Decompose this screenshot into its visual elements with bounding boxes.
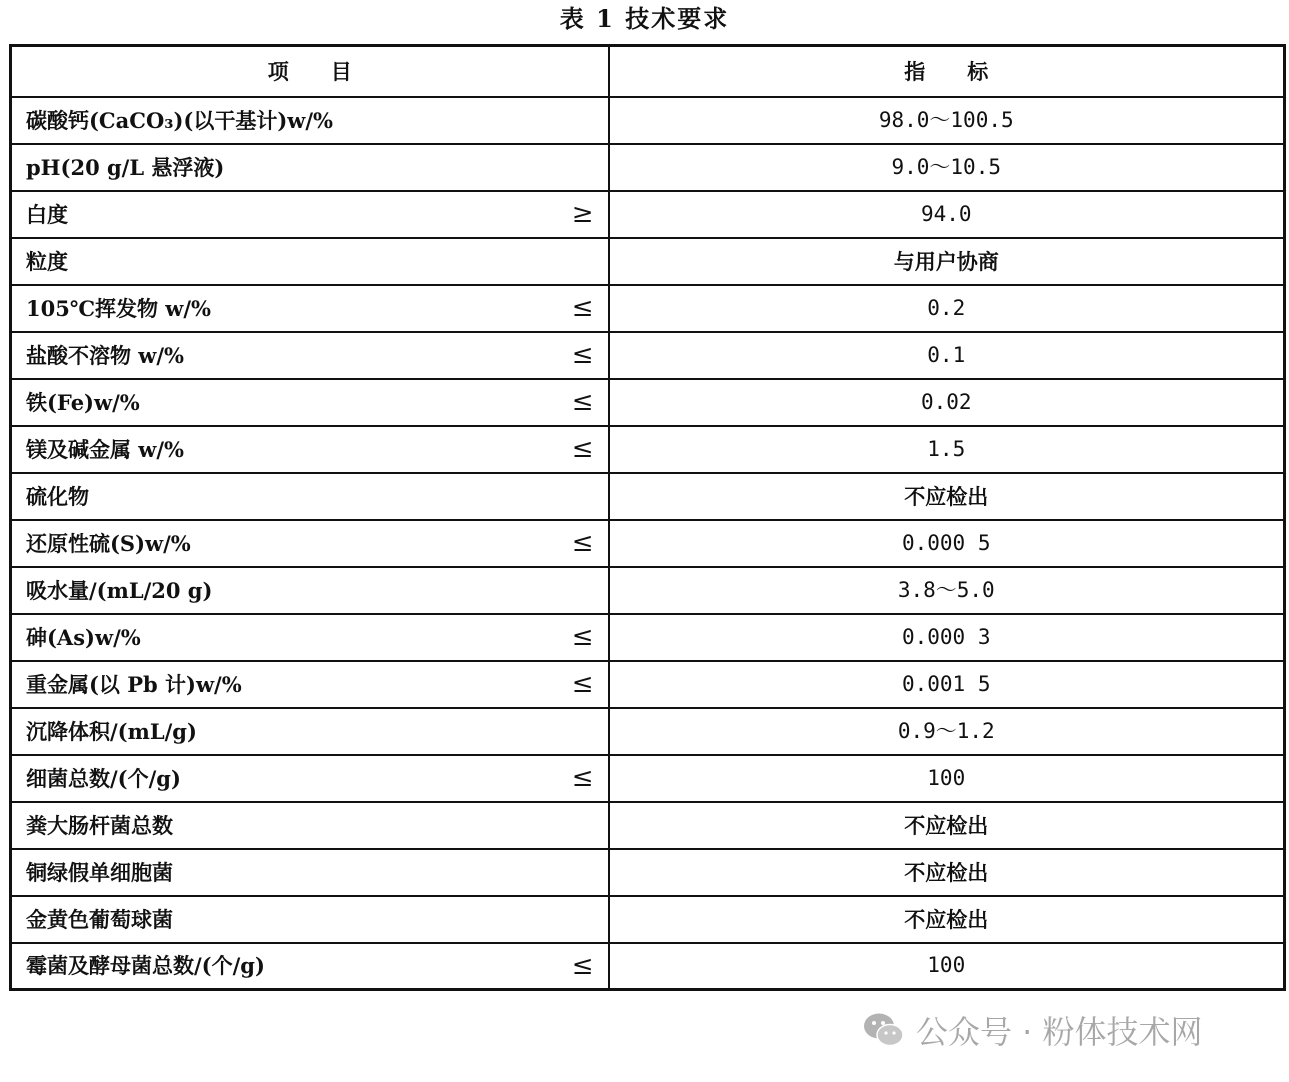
table-row (11, 943, 1285, 990)
table-row (11, 567, 1285, 614)
spec-value-cell: 94.0 (609, 191, 1285, 238)
watermark-text: 公众号 · 粉体技术网 (916, 1013, 1203, 1051)
comparison-symbol: ≤ (571, 763, 594, 793)
item-cell (11, 802, 609, 849)
spec-value-cell: 与用户协商 (609, 238, 1285, 285)
spec-value-cell: 不应检出 (609, 849, 1285, 896)
table-caption: 表 1 技术要求 (559, 4, 730, 33)
item-label: 霉菌及酵母菌总数/(个/g) (26, 953, 265, 979)
table-row (11, 285, 1285, 332)
item-label: 粒度 (26, 248, 68, 274)
item-label: 盐酸不溶物 w/% (26, 342, 185, 368)
table-row (11, 191, 1285, 238)
item-cell (11, 661, 609, 708)
header-spec: 指 标 (609, 46, 1285, 97)
item-cell (11, 708, 609, 755)
comparison-symbol: ≤ (571, 528, 594, 558)
item-cell (11, 520, 609, 567)
item-cell (11, 849, 609, 896)
table-row (11, 755, 1285, 802)
comparison-symbol: ≤ (571, 387, 594, 417)
technical-requirements-table (9, 44, 1286, 991)
item-label: 镁及碱金属 w/% (26, 436, 185, 462)
item-cell (11, 567, 609, 614)
item-cell (11, 285, 609, 332)
table-row (11, 332, 1285, 379)
table-row (11, 614, 1285, 661)
table-row (11, 379, 1285, 426)
item-cell (11, 144, 609, 191)
item-label: 沉降体积/(mL/g) (26, 718, 197, 744)
item-label: 白度 (26, 201, 68, 227)
item-label: 碳酸钙(CaCO₃)(以干基计)w/% (26, 107, 333, 133)
spec-value-cell: 0.001 5 (609, 661, 1285, 708)
table-row (11, 849, 1285, 896)
item-cell (11, 896, 609, 943)
comparison-symbol: ≥ (571, 199, 594, 229)
item-cell (11, 426, 609, 473)
table-row (11, 520, 1285, 567)
spec-value-cell: 100 (609, 943, 1285, 990)
table-row (11, 97, 1285, 144)
item-label: 105℃挥发物 w/% (26, 295, 212, 321)
header-item: 项 目 (11, 46, 609, 97)
spec-value-cell: 100 (609, 755, 1285, 802)
comparison-symbol: ≤ (571, 622, 594, 652)
spec-value-cell: 不应检出 (609, 473, 1285, 520)
spec-value-cell: 不应检出 (609, 896, 1285, 943)
item-label: pH(20 g/L 悬浮液) (26, 154, 225, 180)
watermark (862, 1004, 1203, 1056)
spec-value-cell: 3.8～5.0 (609, 567, 1285, 614)
comparison-symbol: ≤ (571, 434, 594, 464)
table-header-row (11, 46, 1285, 97)
comparison-symbol: ≤ (571, 340, 594, 370)
item-label: 砷(As)w/% (26, 624, 141, 650)
item-cell (11, 191, 609, 238)
table-row (11, 238, 1285, 285)
item-cell (11, 238, 609, 285)
table-row (11, 473, 1285, 520)
spec-value-cell: 0.000 5 (609, 520, 1285, 567)
item-cell (11, 755, 609, 802)
table-row (11, 426, 1285, 473)
item-cell (11, 97, 609, 144)
table-row (11, 896, 1285, 943)
table-row (11, 802, 1285, 849)
table-row (11, 708, 1285, 755)
spec-value-cell: 不应检出 (609, 802, 1285, 849)
item-cell (11, 332, 609, 379)
table-row (11, 144, 1285, 191)
spec-value-cell: 98.0～100.5 (609, 97, 1285, 144)
item-label: 重金属(以 Pb 计)w/% (26, 671, 242, 697)
item-label: 粪大肠杆菌总数 (26, 812, 173, 838)
spec-value-cell: 0.02 (609, 379, 1285, 426)
item-label: 铜绿假单细胞菌 (26, 859, 173, 885)
item-label: 金黄色葡萄球菌 (26, 906, 173, 932)
spec-value-cell: 0.2 (609, 285, 1285, 332)
spec-value-cell: 9.0～10.5 (609, 144, 1285, 191)
item-label: 铁(Fe)w/% (26, 389, 140, 415)
comparison-symbol: ≤ (571, 293, 594, 323)
spec-value-cell: 0.000 3 (609, 614, 1285, 661)
item-label: 吸水量/(mL/20 g) (26, 577, 213, 603)
item-cell (11, 379, 609, 426)
item-label: 还原性硫(S)w/% (26, 530, 191, 556)
item-cell (11, 473, 609, 520)
item-label: 细菌总数/(个/g) (26, 765, 181, 791)
item-cell (11, 614, 609, 661)
item-label: 硫化物 (26, 483, 89, 509)
wechat-icon (862, 1010, 906, 1050)
spec-value-cell: 0.9～1.2 (609, 708, 1285, 755)
spec-value-cell: 1.5 (609, 426, 1285, 473)
table-row (11, 661, 1285, 708)
item-cell (11, 943, 609, 990)
comparison-symbol: ≤ (571, 950, 594, 981)
comparison-symbol: ≤ (571, 669, 594, 699)
spec-value-cell: 0.1 (609, 332, 1285, 379)
